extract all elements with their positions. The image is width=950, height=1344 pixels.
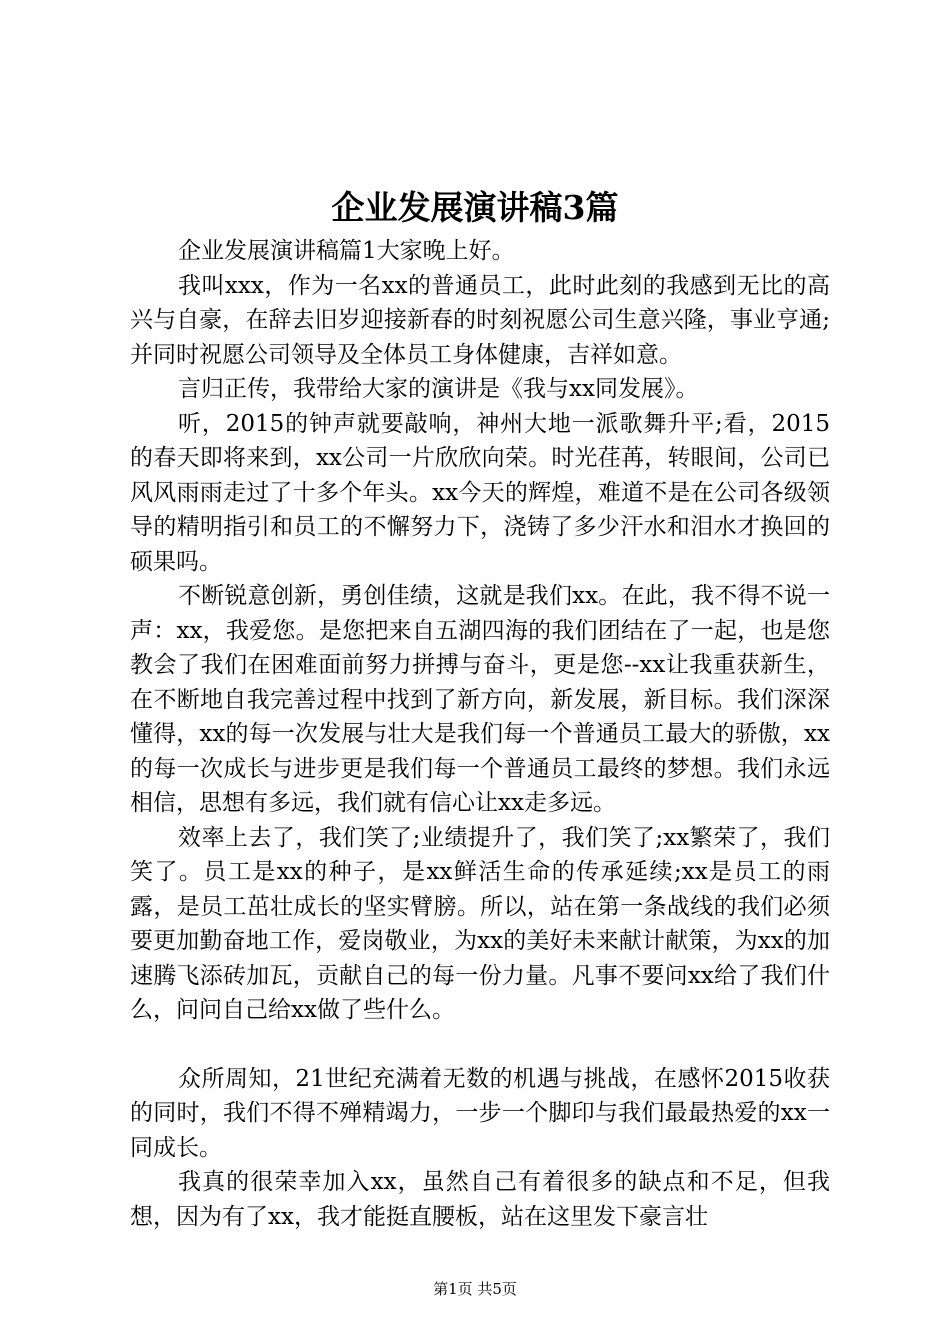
paragraph-innovation: 不断锐意创新，勇创佳绩，这就是我们xx。在此，我不得不说一声：xx，我爱您。是您把来自五湖四海的我们团结在了一起，也是您教会了我们在困难面前努力拼搏与奋斗，更是您--xx让我重获新生，在不断地自我完善过程中找到了新方向，新发展，新目标。我们深深懂得，xx的每一次发展与壮大是我们每一个普通员工最大的骄傲，xx的每一次成长与进步更是我们每一个普通员工最终的梦想。我们永远相信，思想有多远，我们就有信心让xx走多远。: [130, 583, 830, 816]
paragraph-spacer: [130, 1028, 830, 1062]
document-body: [130, 234, 830, 1234]
paragraph-greeting: 企业发展演讲稿篇1大家晚上好。: [178, 238, 515, 264]
document-title: 企业发展演讲稿3篇: [331, 188, 619, 227]
paragraph-honor: 我真的很荣幸加入xx，虽然自己有着很多的缺点和不足，但我想，因为有了xx，我才能挺直腰板，站在这里发下豪言壮: [130, 1169, 830, 1230]
paragraph-history: 听，2015的钟声就要敲响，神州大地一派歌舞升平;看，2015的春天即将来到，xx公司一片欣欣向荣。时光荏苒，转眼间，公司已风风雨雨走过了十多个年头。xx今天的辉煌，难道不是在公司各级领导的精明指引和员工的不懈努力下，浇铸了多少汗水和泪水才换回的硕果吗。: [130, 410, 830, 575]
paragraph-efficiency: 效率上去了，我们笑了;业绩提升了，我们笑了;xx繁荣了，我们笑了。员工是xx的种子，是xx鲜活生命的传承延续;xx是员工的雨露，是员工茁壮成长的坚实臂膀。所以，站在第一条战线的我们必须要更加勤奋地工作，爱岗敬业，为xx的美好未来献计献策，为xx的加速腾飞添砖加瓦，贡献自己的每一份力量。凡事不要问xx给了我们什么，问问自己给xx做了些什么。: [130, 824, 830, 1023]
paragraph-challenges: 众所周知，21世纪充满着无数的机遇与挑战，在感怀2015收获的同时，我们不得不殚精竭力，一步一个脚印与我们最最热爱的xx一同成长。: [130, 1065, 830, 1161]
paragraph-topic: 言归正传，我带给大家的演讲是《我与xx同发展》。: [178, 376, 699, 402]
paragraph-introduction: 我叫xxx，作为一名xx的普通员工，此时此刻的我感到无比的高兴与自豪，在辞去旧岁迎接新春的时刻祝愿公司生意兴隆，事业亨通;并同时祝愿公司领导及全体员工身体健康，吉祥如意。: [130, 272, 830, 368]
page-footer: 第1页 共5页: [433, 1280, 517, 1298]
